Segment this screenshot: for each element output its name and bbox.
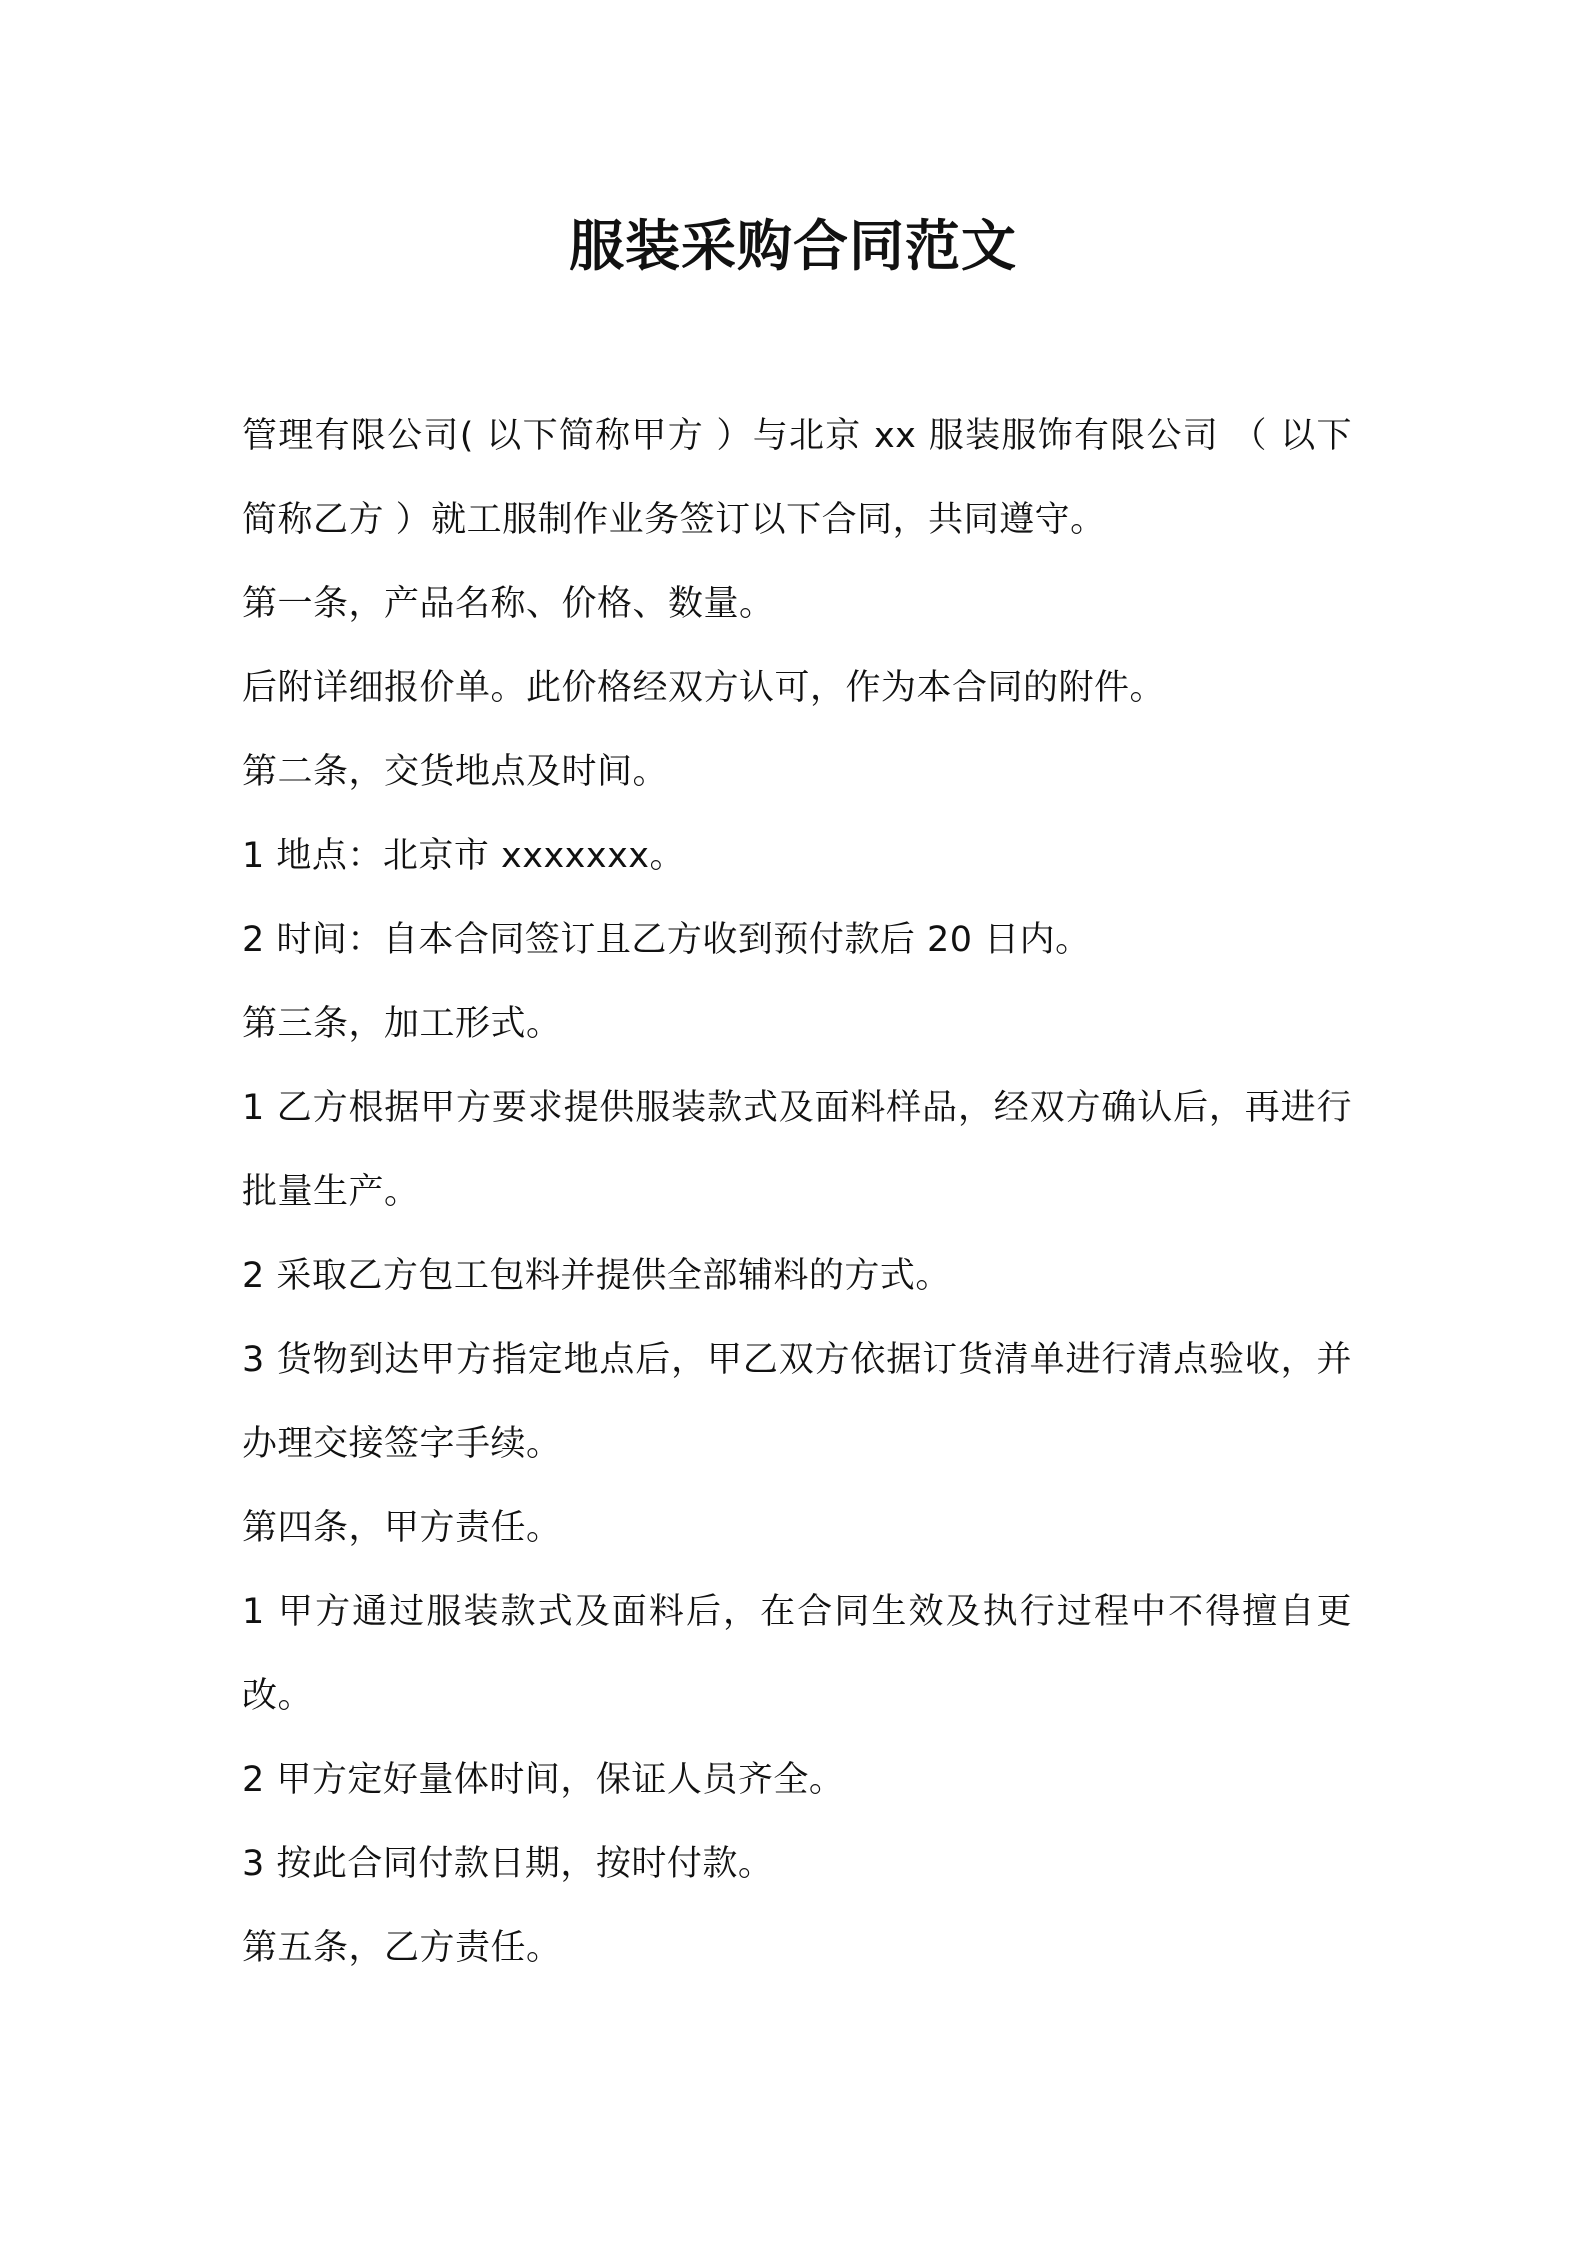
article-2-item-2: 2 时间：自本合同签订且乙方收到预付款后 20 日内。 — [242, 920, 1091, 960]
article-4-item-2: 2 甲方定好量体时间，保证人员齐全。 — [242, 1760, 845, 1800]
article-4-item-1: 1 甲方通过服装款式及面料后，在合同生效及执行过程中不得擅自更改。 — [242, 1592, 1352, 1716]
article-2-item-1: 1 地点：北京市 xxxxxxx。 — [242, 836, 686, 876]
article-1-heading: 第一条，产品名称、价格、数量。 — [242, 584, 775, 624]
article-5-heading: 第五条，乙方责任。 — [242, 1928, 562, 1968]
article-2-heading: 第二条，交货地点及时间。 — [242, 752, 669, 792]
article-3-item-3: 3 货物到达甲方指定地点后，甲乙双方依据订货清单进行清点验收，并办理交接签字手续。 — [242, 1340, 1352, 1464]
article-4-heading: 第四条，甲方责任。 — [242, 1508, 562, 1548]
article-1-text: 后附详细报价单。此价格经双方认可，作为本合同的附件。 — [242, 668, 1166, 708]
article-4-item-3: 3 按此合同付款日期，按时付款。 — [242, 1844, 774, 1884]
document-title: 服装采购合同范文 — [568, 214, 1017, 278]
document-body — [242, 394, 1352, 1990]
intro-paragraph: 管理有限公司( 以下简称甲方 ）与北京 xx 服装服饰有限公司 （ 以下简称乙方 ）就工服制作业务签订以下合同，共同遵守。 — [242, 416, 1352, 540]
article-3-heading: 第三条，加工形式。 — [242, 1004, 562, 1044]
article-3-item-1: 1 乙方根据甲方要求提供服装款式及面料样品，经双方确认后，再进行批量生产。 — [242, 1088, 1352, 1212]
article-3-item-2: 2 采取乙方包工包料并提供全部辅料的方式。 — [242, 1256, 951, 1296]
